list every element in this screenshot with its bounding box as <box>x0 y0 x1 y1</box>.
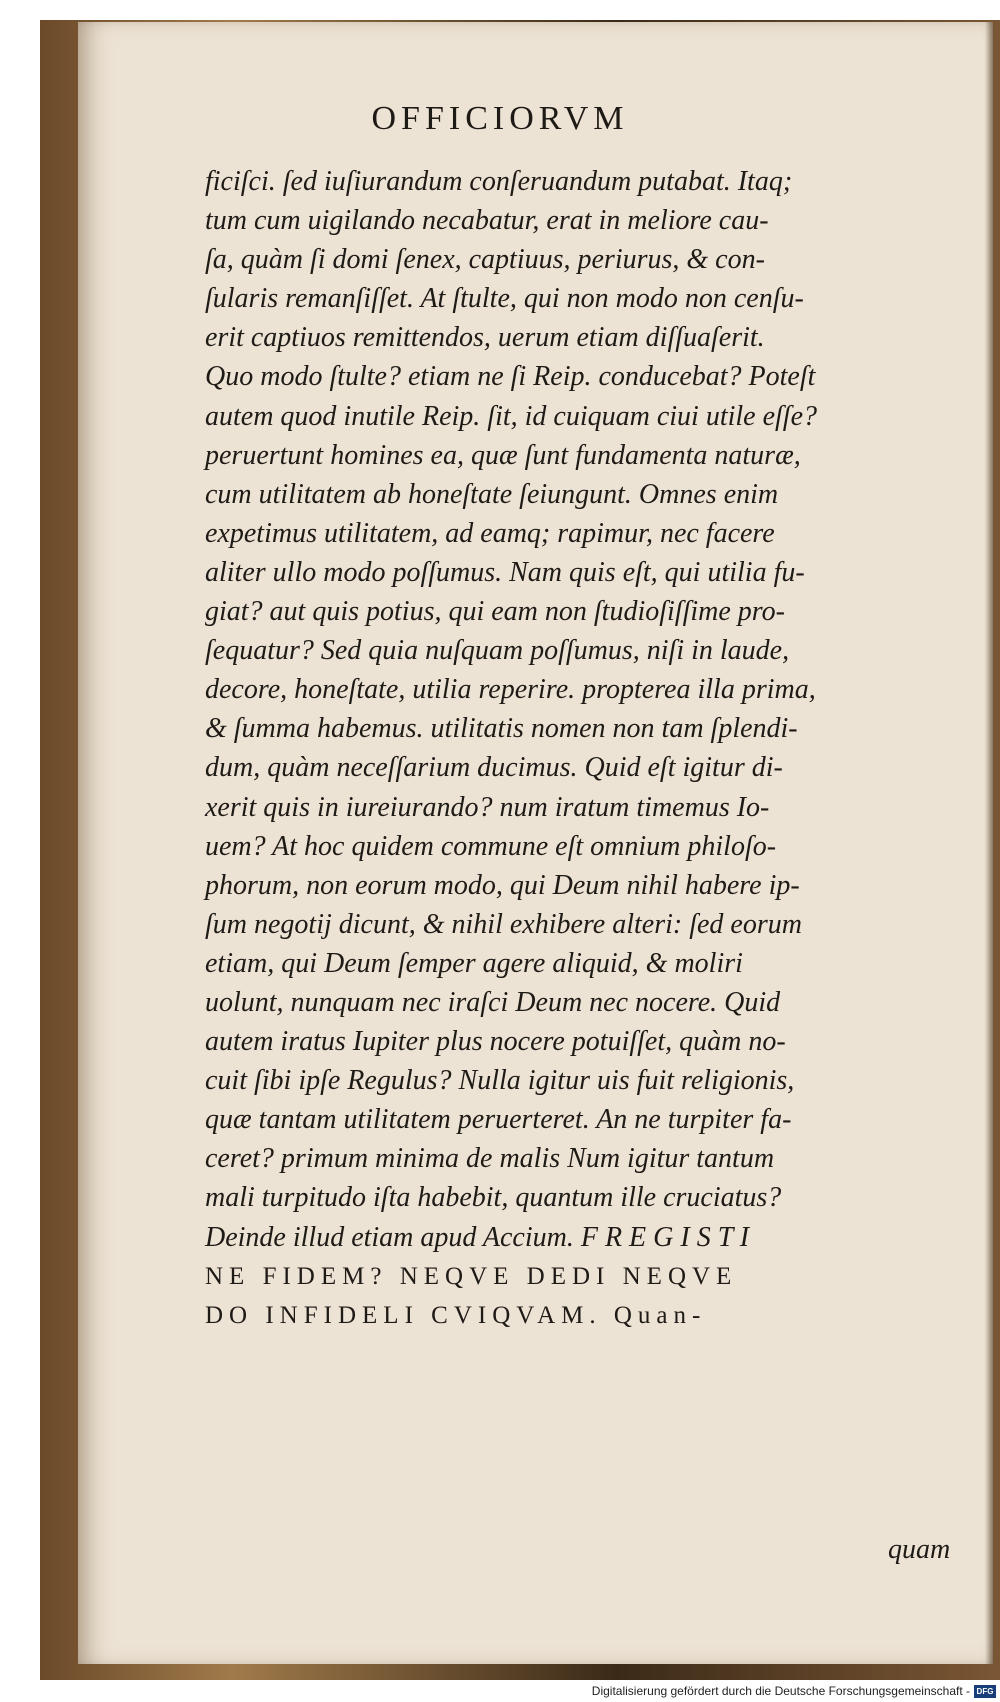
text-line: ceret? primum minima de malis Num igitur tantum <box>205 1143 775 1175</box>
page-edge-shadow <box>985 22 993 1664</box>
text-line: ficiſci. ſed iuſiurandum conſeruandum putabat. Itaq; <box>205 166 793 197</box>
text-line: ſum negotij dicunt, & nihil exhibere alteri: ſed eorum <box>205 908 802 940</box>
text-line: quæ tantam utilitatem peruerteret. An ne turpiter fa- <box>205 1104 792 1136</box>
text-line: ſularis remanſiſſet. At ſtulte, qui non modo non cenſu- <box>205 283 804 315</box>
text-line-capitals: NE FIDEM? NEQVE DEDI NEQVE <box>205 1262 738 1290</box>
footer-credit: Digitalisierung gefördert durch die Deutsche Forschungsgemeinschaft - <box>591 1684 970 1698</box>
text-line: tum cum uigilando necabatur, erat in meliore cau- <box>205 205 769 237</box>
text-line: uolunt, nunquam nec iraſci Deum nec nocere. Quid <box>205 986 781 1018</box>
text-line: etiam, qui Deum ſemper agere aliquid, & moliri <box>205 947 743 979</box>
text-line: uem? At hoc quidem commune eſt omnium philoſo- <box>205 830 777 862</box>
catchword: quam <box>888 1534 951 1565</box>
text-line: decore, honeſtate, utilia reperire. propterea illa prima, <box>205 674 816 706</box>
dfg-logo-icon: DFG <box>974 1685 996 1698</box>
text-line: xerit quis in iureiurando? num iratum timemus Io- <box>205 791 770 823</box>
text-line: & ſumma habemus. utilitatis nomen non tam ſplendi- <box>205 713 798 745</box>
footer-bar <box>0 1682 1000 1702</box>
text-line: expetimus utilitatem, ad eamq; rapimur, nec facere <box>205 517 775 549</box>
text-line: cuit ſibi ipſe Regulus? Nulla igitur uis fuit religionis, <box>205 1065 795 1097</box>
text-line: giat? aut quis potius, qui eam non ſtudioſiſſime pro- <box>205 596 785 628</box>
text-line: dum, quàm neceſſarium ducimus. Quid eſt igitur di- <box>205 752 783 784</box>
text-line: Quo modo ſtulte? etiam ne ſi Reip. conducebat? Poteſt <box>205 361 816 393</box>
running-head: OFFICIORVM <box>371 100 629 137</box>
text-line: erit captiuos remittendos, uerum etiam diſſuaſerit. <box>205 322 765 354</box>
text-line: phorum, non eorum modo, qui Deum nihil habere ip- <box>205 869 800 901</box>
text-line: mali turpitudo iſta habebit, quantum ille cruciatus? <box>205 1182 782 1214</box>
text-line: autem quod inutile Reip. ſit, id cuiquam ciui utile eſſe? <box>205 400 817 432</box>
text-line: ſequatur? Sed quia nuſquam poſſumus, niſi in laude, <box>205 635 790 667</box>
text-line-capitals: DO INFIDELI CVIQVAM. Quan- <box>205 1301 707 1329</box>
text-line: Deinde illud etiam apud Accium. F R E G I S T I <box>205 1221 750 1253</box>
text-block <box>205 162 960 1335</box>
text-line: autem iratus Iupiter plus nocere potuiſſet, quàm no- <box>205 1026 786 1058</box>
text-line: cum utilitatem ab honeſtate ſeiungunt. Omnes enim <box>205 478 779 510</box>
text-line: aliter ullo modo poſſumus. Nam quis eſt, qui utilia fu- <box>205 556 805 588</box>
text-line: ſa, quàm ſi domi ſenex, captiuus, periurus, & con- <box>205 244 765 276</box>
text-line: peruertunt homines ea, quæ ſunt fundamenta naturæ, <box>205 439 801 471</box>
